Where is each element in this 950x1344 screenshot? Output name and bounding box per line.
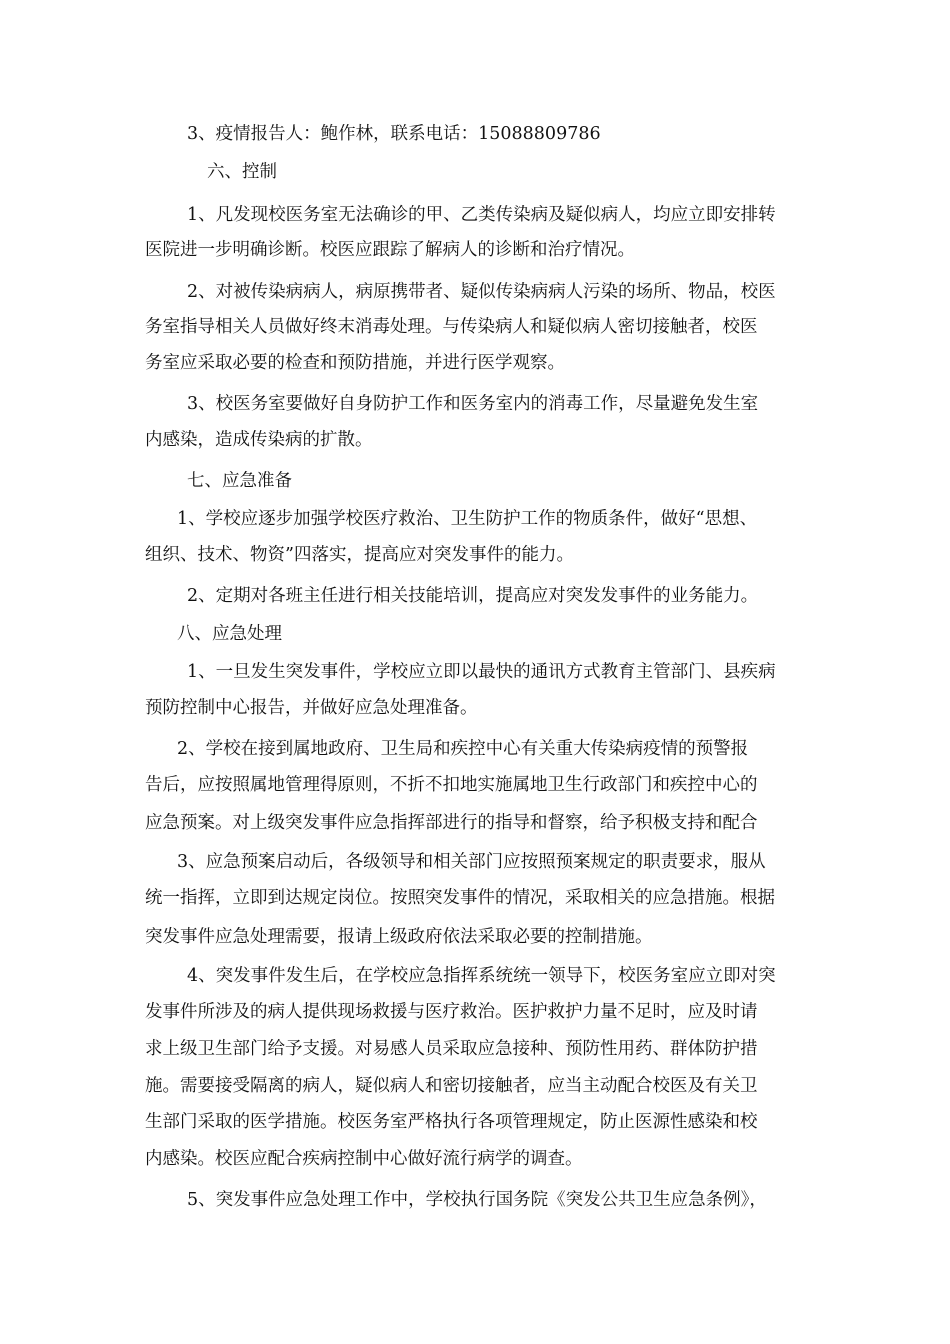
paragraph-line: 医院进一步明确诊断。校医应跟踪了解病人的诊断和治疗情况。 (145, 240, 635, 260)
paragraph-line: 务室指导相关人员做好终末消毒处理。与传染病人和疑似病人密切接触者，校医 (145, 317, 758, 337)
paragraph-line: 务室应采取必要的检查和预防措施，并进行医学观察。 (145, 353, 565, 373)
paragraph-line: 突发事件应急处理需要，报请上级政府依法采取必要的控制措施。 (145, 927, 653, 947)
section-heading-handling: 八、应急处理 (177, 624, 282, 644)
paragraph-line: 2、学校在接到属地政府、卫生局和疾控中心有关重大传染病疫情的预警报 (177, 739, 749, 759)
paragraph-line: 2、对被传染病病人，病原携带者、疑似传染病病人污染的场所、物品，校医 (187, 282, 776, 302)
paragraph-line: 4、突发事件发生后，在学校应急指挥系统统一领导下，校医务室应立即对突 (187, 966, 776, 986)
section-heading-control: 六、控制 (207, 162, 277, 182)
paragraph-line: 3、应急预案启动后，各级领导和相关部门应按照预案规定的职责要求，服从 (177, 852, 766, 872)
paragraph-line: 5、突发事件应急处理工作中，学校执行国务院《突发公共卫生应急条例》， (187, 1190, 767, 1210)
paragraph-line: 求上级卫生部门给予支援。对易感人员采取应急接种、预防性用药、群体防护措 (145, 1039, 758, 1059)
paragraph-line: 应急预案。对上级突发事件应急指挥部进行的指导和督察，给予积极支持和配合 (145, 813, 758, 833)
paragraph-line: 告后，应按照属地管理得原则，不折不扣地实施属地卫生行政部门和疾控中心的 (145, 775, 758, 795)
paragraph-line: 发事件所涉及的病人提供现场救援与医疗救治。医护救护力量不足时，应及时请 (145, 1002, 758, 1022)
report-contact-line: 3、疫情报告人：鲍作林，联系电话：15088809786 (187, 124, 601, 144)
section-heading-preparation: 七、应急准备 (187, 471, 292, 491)
paragraph-line: 施。需要接受隔离的病人，疑似病人和密切接触者，应当主动配合校医及有关卫 (145, 1076, 758, 1096)
paragraph-line: 2、定期对各班主任进行相关技能培训，提高应对突发发事件的业务能力。 (187, 586, 759, 606)
paragraph-line: 预防控制中心报告，并做好应急处理准备。 (145, 698, 478, 718)
paragraph-line: 内感染，造成传染病的扩散。 (145, 430, 373, 450)
paragraph-line: 统一指挥，立即到达规定岗位。按照突发事件的情况，采取相关的应急措施。根据 (145, 888, 775, 908)
paragraph-line: 生部门采取的医学措施。校医务室严格执行各项管理规定，防止医源性感染和校 (145, 1112, 758, 1132)
paragraph-line: 3、校医务室要做好自身防护工作和医务室内的消毒工作，尽量避免发生室 (187, 394, 759, 414)
paragraph-line: 1、凡发现校医务室无法确诊的甲、乙类传染病及疑似病人，均应立即安排转 (187, 205, 776, 225)
paragraph-line: 内感染。校医应配合疾病控制中心做好流行病学的调查。 (145, 1149, 583, 1169)
paragraph-line: 1、学校应逐步加强学校医疗救治、卫生防护工作的物质条件，做好“思想、 (177, 509, 758, 529)
paragraph-line: 1、一旦发生突发事件，学校应立即以最快的通讯方式教育主管部门、县疾病 (187, 662, 776, 682)
paragraph-line: 组织、技术、物资”四落实，提高应对突发事件的能力。 (145, 545, 574, 565)
